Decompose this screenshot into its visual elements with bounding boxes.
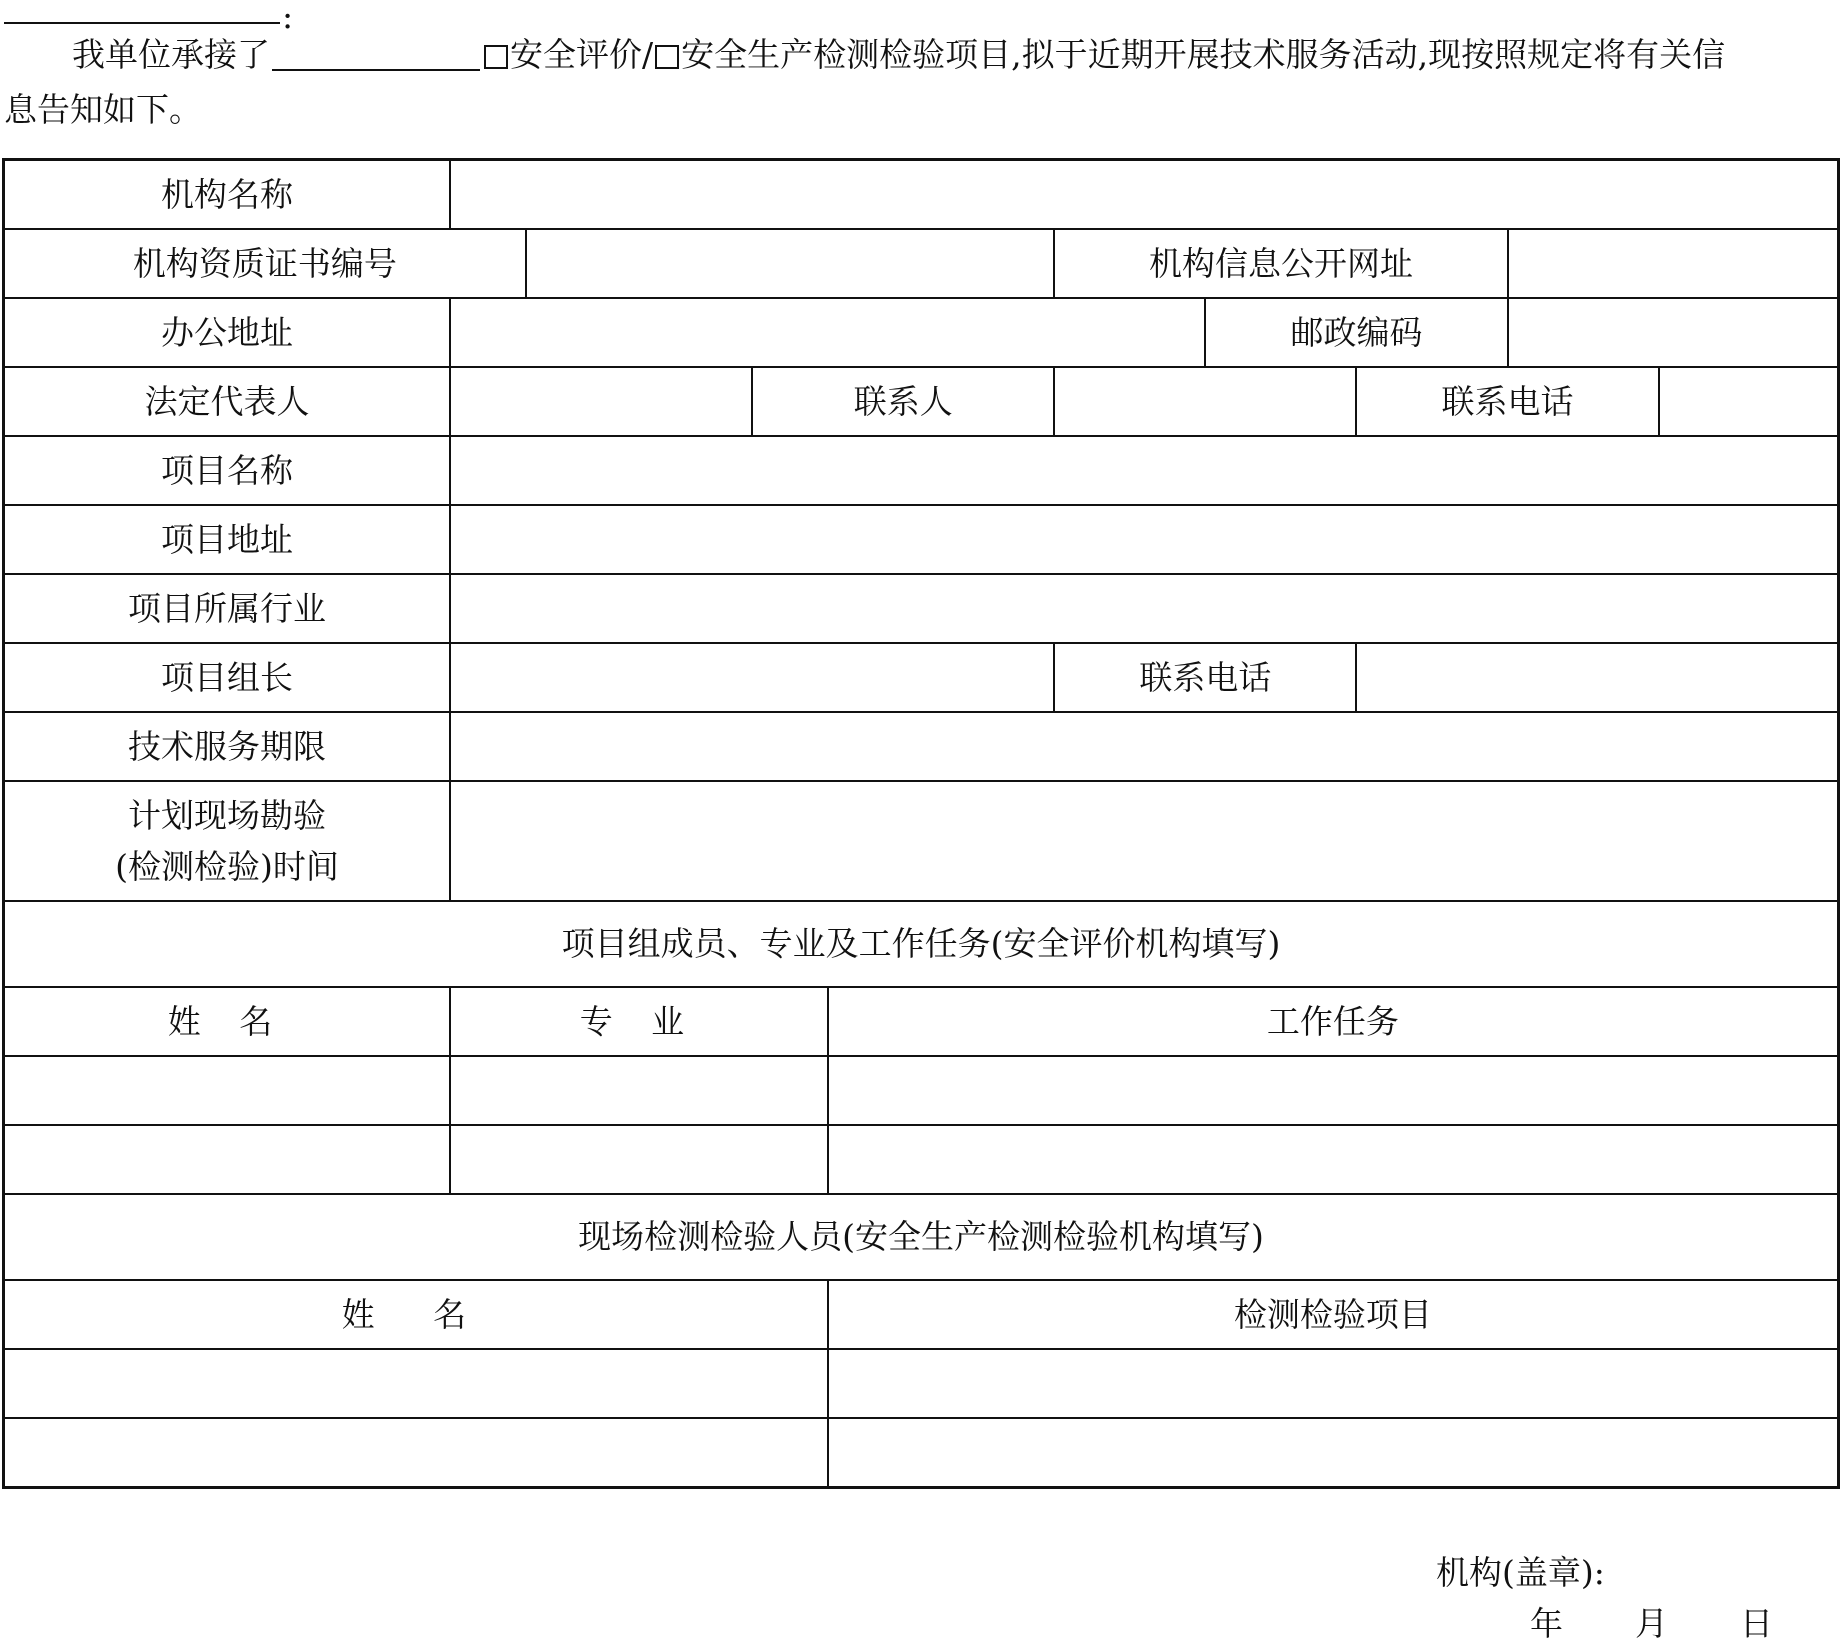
- row-office-address: [4, 298, 1839, 367]
- postcode-field[interactable]: [1508, 298, 1839, 367]
- members-header-name: 姓 名: [4, 987, 451, 1056]
- survey-time-label-line2: (检测检验)时间: [115, 847, 339, 886]
- member-major-field[interactable]: [450, 1056, 828, 1125]
- survey-time-label: [4, 781, 451, 901]
- org-name-field[interactable]: [450, 160, 1838, 230]
- inspectors-header-item: 检测检验项目: [828, 1280, 1839, 1349]
- inspectors-section-title: 现场检测检验人员(安全生产检测检验机构填写): [4, 1194, 1839, 1280]
- row-inspectors-section: [4, 1194, 1839, 1280]
- project-industry-field[interactable]: [450, 574, 1838, 643]
- recipient-blank-line[interactable]: [4, 22, 280, 24]
- member-name-field[interactable]: [4, 1125, 451, 1194]
- recipient-colon: :: [282, 0, 294, 36]
- row-project-leader: [4, 643, 1839, 712]
- members-header-major: 专 业: [450, 987, 828, 1056]
- inspector-item-field[interactable]: [828, 1349, 1839, 1418]
- row-project-industry: [4, 574, 1839, 643]
- cert-no-label: 机构资质证书编号: [4, 229, 526, 298]
- members-header-task: 工作任务: [828, 987, 1839, 1056]
- row-cert-no: [4, 229, 1839, 298]
- inspector-item-field[interactable]: [828, 1418, 1839, 1488]
- member-name-field[interactable]: [4, 1056, 451, 1125]
- project-leader-field[interactable]: [450, 643, 1054, 712]
- leader-phone-label: 联系电话: [1054, 643, 1356, 712]
- office-address-field[interactable]: [450, 298, 1205, 367]
- row-org-name: [4, 160, 1839, 230]
- inspectors-header-name: 姓 名: [4, 1280, 828, 1349]
- member-major-field[interactable]: [450, 1125, 828, 1194]
- contact-phone-field[interactable]: [1659, 367, 1839, 436]
- legal-rep-label: 法定代表人: [4, 367, 451, 436]
- row-project-address: [4, 505, 1839, 574]
- intro-paragraph-line1: [72, 35, 1726, 74]
- inspection-checkbox[interactable]: [655, 45, 679, 69]
- members-section-title: 项目组成员、专业及工作任务(安全评价机构填写): [4, 901, 1839, 987]
- row-project-name: [4, 436, 1839, 505]
- date-month: 月: [1635, 1604, 1668, 1643]
- row-members-section: [4, 901, 1839, 987]
- legal-rep-field[interactable]: [450, 367, 752, 436]
- member-task-field[interactable]: [828, 1056, 1839, 1125]
- org-name-label: 机构名称: [4, 160, 451, 230]
- survey-time-field[interactable]: [450, 781, 1838, 901]
- row-service-period: [4, 712, 1839, 781]
- service-period-field[interactable]: [450, 712, 1838, 781]
- survey-time-label-line1: 计划现场勘验: [128, 795, 327, 835]
- project-address-label: 项目地址: [4, 505, 451, 574]
- member-row: [4, 1125, 1839, 1194]
- project-industry-label: 项目所属行业: [4, 574, 451, 643]
- office-address-label: 办公地址: [4, 298, 451, 367]
- date-year: 年: [1530, 1604, 1563, 1643]
- member-row: [4, 1056, 1839, 1125]
- row-inspectors-header: [4, 1280, 1839, 1349]
- row-survey-time: [4, 781, 1839, 901]
- cert-no-field[interactable]: [526, 229, 1055, 298]
- row-members-header: [4, 987, 1839, 1056]
- member-task-field[interactable]: [828, 1125, 1839, 1194]
- intro-prefix: 我单位承接了: [72, 35, 270, 74]
- date-day: 日: [1740, 1604, 1773, 1643]
- intro-option-inspection: 安全生产检测检验项目,拟于近期开展技术服务活动,现按照规定将有关信: [681, 35, 1726, 74]
- website-field[interactable]: [1508, 229, 1839, 298]
- project-blank-line[interactable]: [272, 39, 480, 71]
- intro-option-evaluation: 安全评价/: [510, 35, 654, 74]
- safety-evaluation-checkbox[interactable]: [484, 45, 508, 69]
- seal-label: 机构(盖章):: [1436, 1553, 1605, 1592]
- project-leader-label: 项目组长: [4, 643, 451, 712]
- inspector-name-field[interactable]: [4, 1418, 828, 1488]
- contact-label: 联系人: [752, 367, 1054, 436]
- project-name-field[interactable]: [450, 436, 1838, 505]
- contact-field[interactable]: [1054, 367, 1356, 436]
- website-label: 机构信息公开网址: [1054, 229, 1507, 298]
- inspector-row: [4, 1418, 1839, 1488]
- project-address-field[interactable]: [450, 505, 1838, 574]
- inspector-name-field[interactable]: [4, 1349, 828, 1418]
- date-line: [1530, 1604, 1773, 1643]
- service-period-label: 技术服务期限: [4, 712, 451, 781]
- contact-phone-label: 联系电话: [1356, 367, 1658, 436]
- project-name-label: 项目名称: [4, 436, 451, 505]
- leader-phone-field[interactable]: [1356, 643, 1838, 712]
- inspector-row: [4, 1349, 1839, 1418]
- notification-form-table: [2, 158, 1840, 1489]
- postcode-label: 邮政编码: [1205, 298, 1507, 367]
- row-legal-rep: [4, 367, 1839, 436]
- intro-paragraph-line2: 息告知如下。: [4, 90, 202, 129]
